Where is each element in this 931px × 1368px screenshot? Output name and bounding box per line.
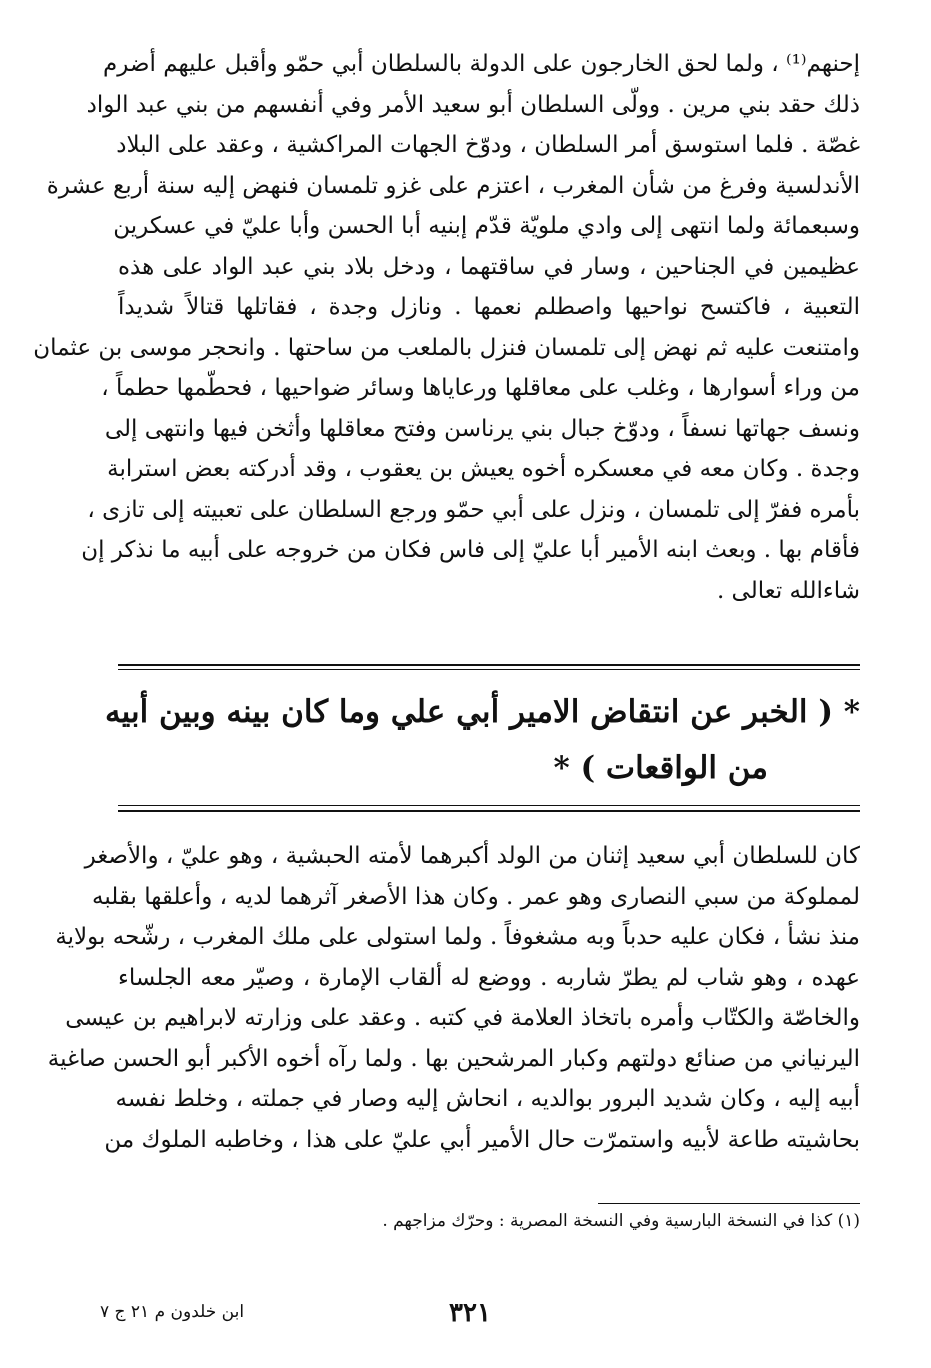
text-line: بحاشيته طاعة لأبيه واستمرّت حال الأمير أبي عليّ على هذا ، وخاطبه الملوك من: [104, 1126, 860, 1153]
text-line: أبيه إليه ، وكان شديد البرور بوالديه ، انحاش إليه وصار في جملته ، وخلط نفسه: [115, 1086, 860, 1112]
text-line: ذلك حقد بني مرين . وولّى السلطان أبو سعيد الأمر وفي أنفسهم من بني عبد الواد: [86, 91, 860, 118]
text-line: بأمره ففرّ إلى تلمسان ، ونزل على أبي حمّو ورجع السلطان على تعبيته إلى تازى ،: [87, 496, 860, 523]
text-line: إحنهم⁽¹⁾ ، ولما لحق الخارجون على الدولة بالسلطان أبي حمّو وأقبل عليهم أضرم: [103, 51, 860, 77]
text-line: عظيمين في الجناحين ، وسار في ساقتهما ، ودخل بلاد بني عبد الواد على هذه: [118, 253, 860, 280]
text-line: غصّة . فلما استوسق أمر السلطان ، ودوّخ الجهات المراكشية ، وعقد على البلاد: [116, 132, 860, 158]
book-signature: ابن خلدون م ٢١ ج ٧: [100, 1302, 245, 1322]
section-heading: [105, 684, 860, 796]
text-line: منذ نشأ ، فكان عليه حدباً وبه مشغوفاً . ولما استولى على ملك المغرب ، رشّحه بولاية: [55, 924, 860, 950]
paragraph-2: [47, 836, 860, 1160]
text-line: اليرنياني من صنائع دولتهم وكبار المرشحين بها . ولما رآه أخوه الأكبر أبو الحسن صاغية: [47, 1045, 860, 1072]
text-line: لمملوكة من سبي النصارى وهو عمر . وكان هذا الأصغر آثرهما لديه ، وأعلقها بقلبه: [91, 883, 860, 910]
text-line: فأقام بها . وبعث ابنه الأمير أبا عليّ إلى فاس فكان من خروجه على أبيه ما نذكر إن: [81, 537, 860, 563]
text-line: وامتنعت عليه ثم نهض إلى تلمسان فنزل بالملعب من ساحتها . وانحجر موسى بن عثمان: [33, 334, 860, 361]
text-line: وسبعمائة ولما انتهى إلى وادي ملويّة قدّم إبنيه أبا الحسن وأبا عليّ في عسكرين: [113, 213, 860, 239]
footnote: (١) كذا في النسخة البارسية وفي النسخة المصرية : وحرّك مزاجهم .: [382, 1211, 860, 1231]
text-line: الأندلسية وفرغ من شأن المغرب ، اعتزم على غزو تلمسان فنهض إليه سنة أربع عشرة: [46, 172, 860, 199]
section-rule-bottom-inner: [118, 805, 860, 806]
text-line: وجدة . وكان معه في معسكره أخوه يعيش بن يعقوب ، وقد أدركته بعض استرابة: [107, 456, 860, 482]
paragraph-1: [33, 44, 860, 611]
heading-line-1: * ( الخبر عن انتقاض الامير أبي علي وما كان بينه وبين أبيه: [105, 694, 860, 730]
text-line: والخاصّة والكتّاب وأمره باتخاذ العلامة في كتبه . وعقد على وزارته لابراهيم بن عيسى: [65, 1005, 860, 1031]
section-rule-bottom: [118, 810, 860, 812]
text-line: من وراء أسوارها ، وغلب على معاقلها ورعاياها وسائر ضواحيها ، فحطّمها حطماً ،: [101, 375, 860, 401]
section-rule-top-inner: [118, 669, 860, 670]
text-line: كان للسلطان أبي سعيد إثنان من الولد أكبرهما لأمته الحبشية ، وهو عليّ ، والأصغر: [84, 843, 860, 869]
text-line: التعبية ، فاكتسح نواحيها واصطلم نعمها . ونازل وجدة ، فقاتلها قتالاً شديداً: [118, 294, 860, 320]
text-line: شاءالله تعالى .: [716, 577, 860, 604]
page-number: ٣٢١: [449, 1298, 491, 1328]
heading-line-2: من الواقعات ) *: [553, 750, 768, 786]
text-line: ونسف جهاتها نسفاً ، ودوّخ جبال بني يرناسن وفتح معاقلها وأثخن فيها وانتهى إلى: [104, 415, 860, 442]
section-rule-top: [118, 664, 860, 666]
text-line: عهده ، وهو شاب لم يطرّ شاربه . ووضع له ألقاب الإمارة ، وصيّر معه الجلساء: [118, 964, 860, 991]
footnote-rule: [598, 1203, 860, 1204]
